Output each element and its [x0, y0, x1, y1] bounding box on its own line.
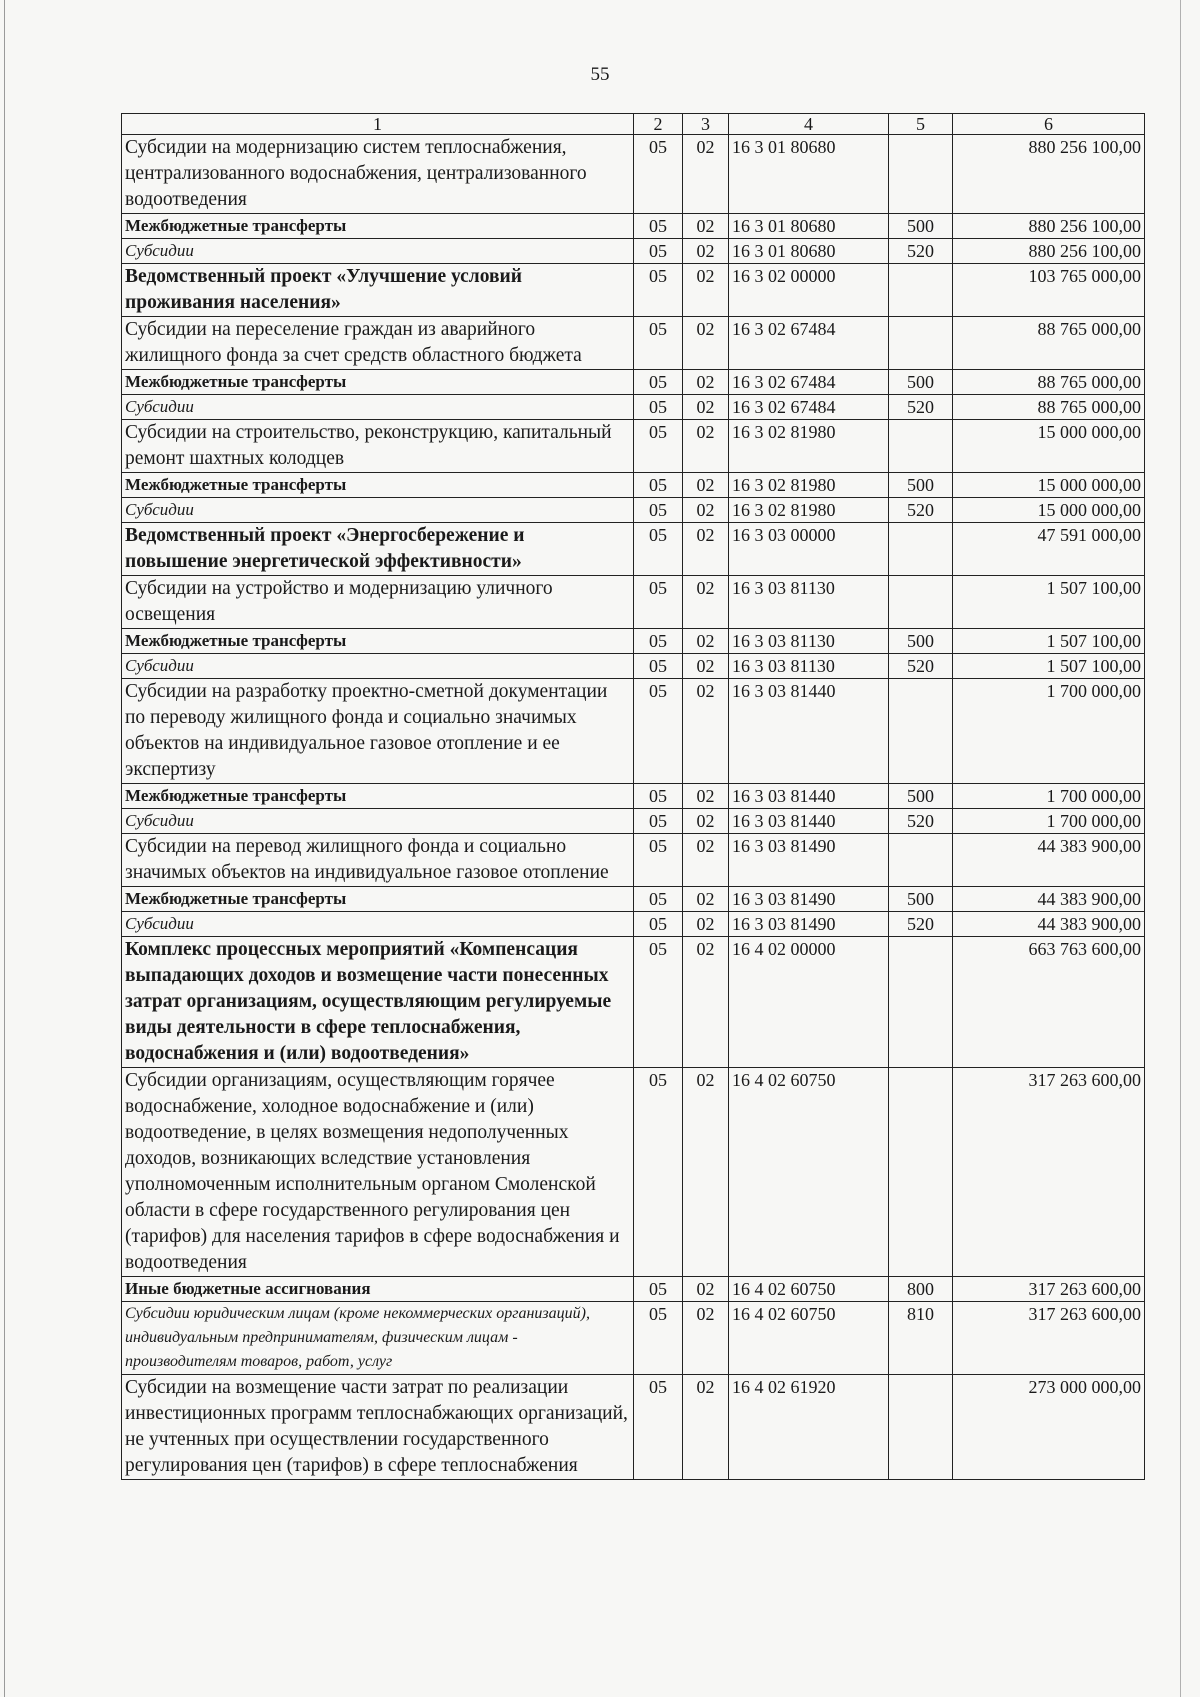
row-name-cell: Межбюджетные трансферты: [122, 887, 634, 912]
row-name-cell: Субсидии: [122, 239, 634, 264]
target-code-cell: 16 3 02 67484: [729, 395, 889, 420]
amount-cell: 1 507 100,00: [953, 629, 1145, 654]
section-code-cell: 05: [634, 498, 683, 523]
expense-type-cell: 520: [889, 395, 953, 420]
amount-cell: 44 383 900,00: [953, 887, 1145, 912]
table-row: [122, 1277, 1145, 1302]
target-code-cell: 16 4 02 00000: [729, 937, 889, 1068]
expense-type-cell: [889, 264, 953, 317]
row-name-cell: Субсидии на возмещение части затрат по реализации инвестиционных программ теплоснабжающих организаций, не учтенных при осуществлении государственного регулирования цен (тарифов) в сфере теплоснабжения: [122, 1375, 634, 1480]
amount-cell: 103 765 000,00: [953, 264, 1145, 317]
amount-cell: 1 507 100,00: [953, 576, 1145, 629]
table-row: [122, 395, 1145, 420]
column-header: 6: [953, 114, 1145, 135]
column-header: 4: [729, 114, 889, 135]
expense-type-cell: 520: [889, 498, 953, 523]
amount-cell: 1 700 000,00: [953, 784, 1145, 809]
amount-cell: 15 000 000,00: [953, 420, 1145, 473]
subsection-code-cell: 02: [683, 395, 729, 420]
expense-type-cell: [889, 317, 953, 370]
target-code-cell: 16 3 03 00000: [729, 523, 889, 576]
column-header: 3: [683, 114, 729, 135]
column-header: 2: [634, 114, 683, 135]
subsection-code-cell: 02: [683, 135, 729, 214]
subsection-code-cell: 02: [683, 887, 729, 912]
row-name-cell: Межбюджетные трансферты: [122, 370, 634, 395]
target-code-cell: 16 3 03 81490: [729, 887, 889, 912]
target-code-cell: 16 3 02 81980: [729, 498, 889, 523]
section-code-cell: 05: [634, 809, 683, 834]
section-code-cell: 05: [634, 370, 683, 395]
target-code-cell: 16 4 02 60750: [729, 1277, 889, 1302]
expense-type-cell: 500: [889, 214, 953, 239]
target-code-cell: 16 3 01 80680: [729, 239, 889, 264]
row-name-cell: Межбюджетные трансферты: [122, 784, 634, 809]
expense-type-cell: [889, 937, 953, 1068]
subsection-code-cell: 02: [683, 1375, 729, 1480]
table-header-row: [122, 114, 1145, 135]
section-code-cell: 05: [634, 937, 683, 1068]
target-code-cell: 16 3 02 00000: [729, 264, 889, 317]
subsection-code-cell: 02: [683, 523, 729, 576]
target-code-cell: 16 3 03 81130: [729, 576, 889, 629]
amount-cell: 44 383 900,00: [953, 912, 1145, 937]
subsection-code-cell: 02: [683, 654, 729, 679]
section-code-cell: 05: [634, 629, 683, 654]
table-row: [122, 264, 1145, 317]
subsection-code-cell: 02: [683, 937, 729, 1068]
section-code-cell: 05: [634, 1302, 683, 1375]
expense-type-cell: [889, 834, 953, 887]
row-name-cell: Ведомственный проект «Улучшение условий проживания населения»: [122, 264, 634, 317]
expense-type-cell: [889, 1375, 953, 1480]
expense-type-cell: 500: [889, 629, 953, 654]
expense-type-cell: 520: [889, 912, 953, 937]
target-code-cell: 16 4 02 60750: [729, 1302, 889, 1375]
table-row: [122, 498, 1145, 523]
target-code-cell: 16 3 03 81490: [729, 912, 889, 937]
table-row: [122, 473, 1145, 498]
table-row: [122, 576, 1145, 629]
amount-cell: 880 256 100,00: [953, 135, 1145, 214]
expense-type-cell: 800: [889, 1277, 953, 1302]
subsection-code-cell: 02: [683, 809, 729, 834]
subsection-code-cell: 02: [683, 420, 729, 473]
subsection-code-cell: 02: [683, 1302, 729, 1375]
expense-type-cell: [889, 135, 953, 214]
amount-cell: 663 763 600,00: [953, 937, 1145, 1068]
row-name-cell: Межбюджетные трансферты: [122, 214, 634, 239]
table-row: [122, 1302, 1145, 1375]
amount-cell: 317 263 600,00: [953, 1277, 1145, 1302]
amount-cell: 1 700 000,00: [953, 809, 1145, 834]
row-name-cell: Субсидии на разработку проектно-сметной документации по переводу жилищного фонда и социально значимых объектов на индивидуальное газовое отопление и ее экспертизу: [122, 679, 634, 784]
subsection-code-cell: 02: [683, 239, 729, 264]
table-row: [122, 887, 1145, 912]
table-row: [122, 912, 1145, 937]
amount-cell: 880 256 100,00: [953, 214, 1145, 239]
budget-table: [121, 113, 1145, 1480]
row-name-cell: Субсидии: [122, 912, 634, 937]
table-row: [122, 523, 1145, 576]
table-row: [122, 214, 1145, 239]
expense-type-cell: 520: [889, 654, 953, 679]
target-code-cell: 16 3 02 67484: [729, 370, 889, 395]
row-name-cell: Субсидии на строительство, реконструкцию, капитальный ремонт шахтных колодцев: [122, 420, 634, 473]
subsection-code-cell: 02: [683, 214, 729, 239]
section-code-cell: 05: [634, 473, 683, 498]
section-code-cell: 05: [634, 887, 683, 912]
amount-cell: 273 000 000,00: [953, 1375, 1145, 1480]
target-code-cell: 16 3 03 81440: [729, 679, 889, 784]
subsection-code-cell: 02: [683, 317, 729, 370]
expense-type-cell: 500: [889, 370, 953, 395]
table-row: [122, 370, 1145, 395]
subsection-code-cell: 02: [683, 629, 729, 654]
amount-cell: 44 383 900,00: [953, 834, 1145, 887]
table-row: [122, 629, 1145, 654]
subsection-code-cell: 02: [683, 498, 729, 523]
target-code-cell: 16 4 02 60750: [729, 1068, 889, 1277]
section-code-cell: 05: [634, 239, 683, 264]
target-code-cell: 16 3 03 81490: [729, 834, 889, 887]
section-code-cell: 05: [634, 912, 683, 937]
amount-cell: 15 000 000,00: [953, 498, 1145, 523]
section-code-cell: 05: [634, 576, 683, 629]
amount-cell: 880 256 100,00: [953, 239, 1145, 264]
target-code-cell: 16 3 03 81440: [729, 784, 889, 809]
table-row: [122, 420, 1145, 473]
section-code-cell: 05: [634, 1068, 683, 1277]
amount-cell: 317 263 600,00: [953, 1302, 1145, 1375]
section-code-cell: 05: [634, 834, 683, 887]
table-row: [122, 784, 1145, 809]
section-code-cell: 05: [634, 214, 683, 239]
expense-type-cell: 500: [889, 784, 953, 809]
subsection-code-cell: 02: [683, 784, 729, 809]
row-name-cell: Субсидии: [122, 498, 634, 523]
amount-cell: 317 263 600,00: [953, 1068, 1145, 1277]
scan-edge-line: [1180, 0, 1181, 1697]
row-name-cell: Субсидии организациям, осуществляющим горячее водоснабжение, холодное водоснабжение и (или) водоотведение, в целях возмещения недополученных доходов, возникающих вследствие установления уполномоченным исполнительным органом Смоленской области в сфере государственного регулирования цен (тарифов) для населения тарифов в сфере водоснабжения и водоотведения: [122, 1068, 634, 1277]
target-code-cell: 16 3 03 81440: [729, 809, 889, 834]
target-code-cell: 16 3 02 81980: [729, 420, 889, 473]
section-code-cell: 05: [634, 654, 683, 679]
table-row: [122, 1068, 1145, 1277]
expense-type-cell: [889, 576, 953, 629]
table-row: [122, 239, 1145, 264]
table-row: [122, 1375, 1145, 1480]
row-name-cell: Комплекс процессных мероприятий «Компенсация выпадающих доходов и возмещение части понесенных затрат организациям, осуществляющим регулируемые виды деятельности в сфере теплоснабжения, водоснабжения и (или) водоотведения»: [122, 937, 634, 1068]
amount-cell: 1 700 000,00: [953, 679, 1145, 784]
target-code-cell: 16 3 01 80680: [729, 135, 889, 214]
section-code-cell: 05: [634, 679, 683, 784]
subsection-code-cell: 02: [683, 370, 729, 395]
row-name-cell: Субсидии на модернизацию систем теплоснабжения, централизованного водоснабжения, централизованного водоотведения: [122, 135, 634, 214]
target-code-cell: 16 3 02 67484: [729, 317, 889, 370]
expense-type-cell: 810: [889, 1302, 953, 1375]
table-row: [122, 679, 1145, 784]
column-header: 1: [122, 114, 634, 135]
expense-type-cell: 520: [889, 239, 953, 264]
section-code-cell: 05: [634, 1277, 683, 1302]
expense-type-cell: [889, 523, 953, 576]
target-code-cell: 16 3 03 81130: [729, 629, 889, 654]
section-code-cell: 05: [634, 395, 683, 420]
row-name-cell: Межбюджетные трансферты: [122, 473, 634, 498]
subsection-code-cell: 02: [683, 912, 729, 937]
table-row: [122, 809, 1145, 834]
section-code-cell: 05: [634, 317, 683, 370]
row-name-cell: Субсидии: [122, 395, 634, 420]
section-code-cell: 05: [634, 264, 683, 317]
row-name-cell: Субсидии юридическим лицам (кроме некоммерческих организаций), индивидуальным предпринимателям, физическим лицам - производителям товаров, работ, услуг: [122, 1302, 634, 1375]
scan-edge-line: [4, 0, 5, 1697]
subsection-code-cell: 02: [683, 834, 729, 887]
row-name-cell: Субсидии на устройство и модернизацию уличного освещения: [122, 576, 634, 629]
expense-type-cell: [889, 679, 953, 784]
expense-type-cell: 500: [889, 887, 953, 912]
subsection-code-cell: 02: [683, 679, 729, 784]
expense-type-cell: 520: [889, 809, 953, 834]
amount-cell: 15 000 000,00: [953, 473, 1145, 498]
subsection-code-cell: 02: [683, 473, 729, 498]
section-code-cell: 05: [634, 784, 683, 809]
table-body: [122, 114, 1145, 1480]
section-code-cell: 05: [634, 1375, 683, 1480]
target-code-cell: 16 3 01 80680: [729, 214, 889, 239]
section-code-cell: 05: [634, 135, 683, 214]
amount-cell: 88 765 000,00: [953, 395, 1145, 420]
amount-cell: 88 765 000,00: [953, 370, 1145, 395]
amount-cell: 47 591 000,00: [953, 523, 1145, 576]
column-header: 5: [889, 114, 953, 135]
row-name-cell: Субсидии на перевод жилищного фонда и социально значимых объектов на индивидуальное газовое отопление: [122, 834, 634, 887]
section-code-cell: 05: [634, 523, 683, 576]
subsection-code-cell: 02: [683, 264, 729, 317]
table-row: [122, 654, 1145, 679]
target-code-cell: 16 3 03 81130: [729, 654, 889, 679]
target-code-cell: 16 4 02 61920: [729, 1375, 889, 1480]
table-row: [122, 937, 1145, 1068]
subsection-code-cell: 02: [683, 576, 729, 629]
table-row: [122, 834, 1145, 887]
amount-cell: 88 765 000,00: [953, 317, 1145, 370]
table-row: [122, 135, 1145, 214]
row-name-cell: Ведомственный проект «Энергосбережение и повышение энергетической эффективности»: [122, 523, 634, 576]
amount-cell: 1 507 100,00: [953, 654, 1145, 679]
row-name-cell: Субсидии: [122, 809, 634, 834]
expense-type-cell: [889, 420, 953, 473]
target-code-cell: 16 3 02 81980: [729, 473, 889, 498]
expense-type-cell: 500: [889, 473, 953, 498]
expense-type-cell: [889, 1068, 953, 1277]
row-name-cell: Иные бюджетные ассигнования: [122, 1277, 634, 1302]
page-number: 55: [590, 64, 610, 85]
subsection-code-cell: 02: [683, 1068, 729, 1277]
subsection-code-cell: 02: [683, 1277, 729, 1302]
row-name-cell: Межбюджетные трансферты: [122, 629, 634, 654]
table-row: [122, 317, 1145, 370]
row-name-cell: Субсидии на переселение граждан из аварийного жилищного фонда за счет средств областного бюджета: [122, 317, 634, 370]
row-name-cell: Субсидии: [122, 654, 634, 679]
section-code-cell: 05: [634, 420, 683, 473]
